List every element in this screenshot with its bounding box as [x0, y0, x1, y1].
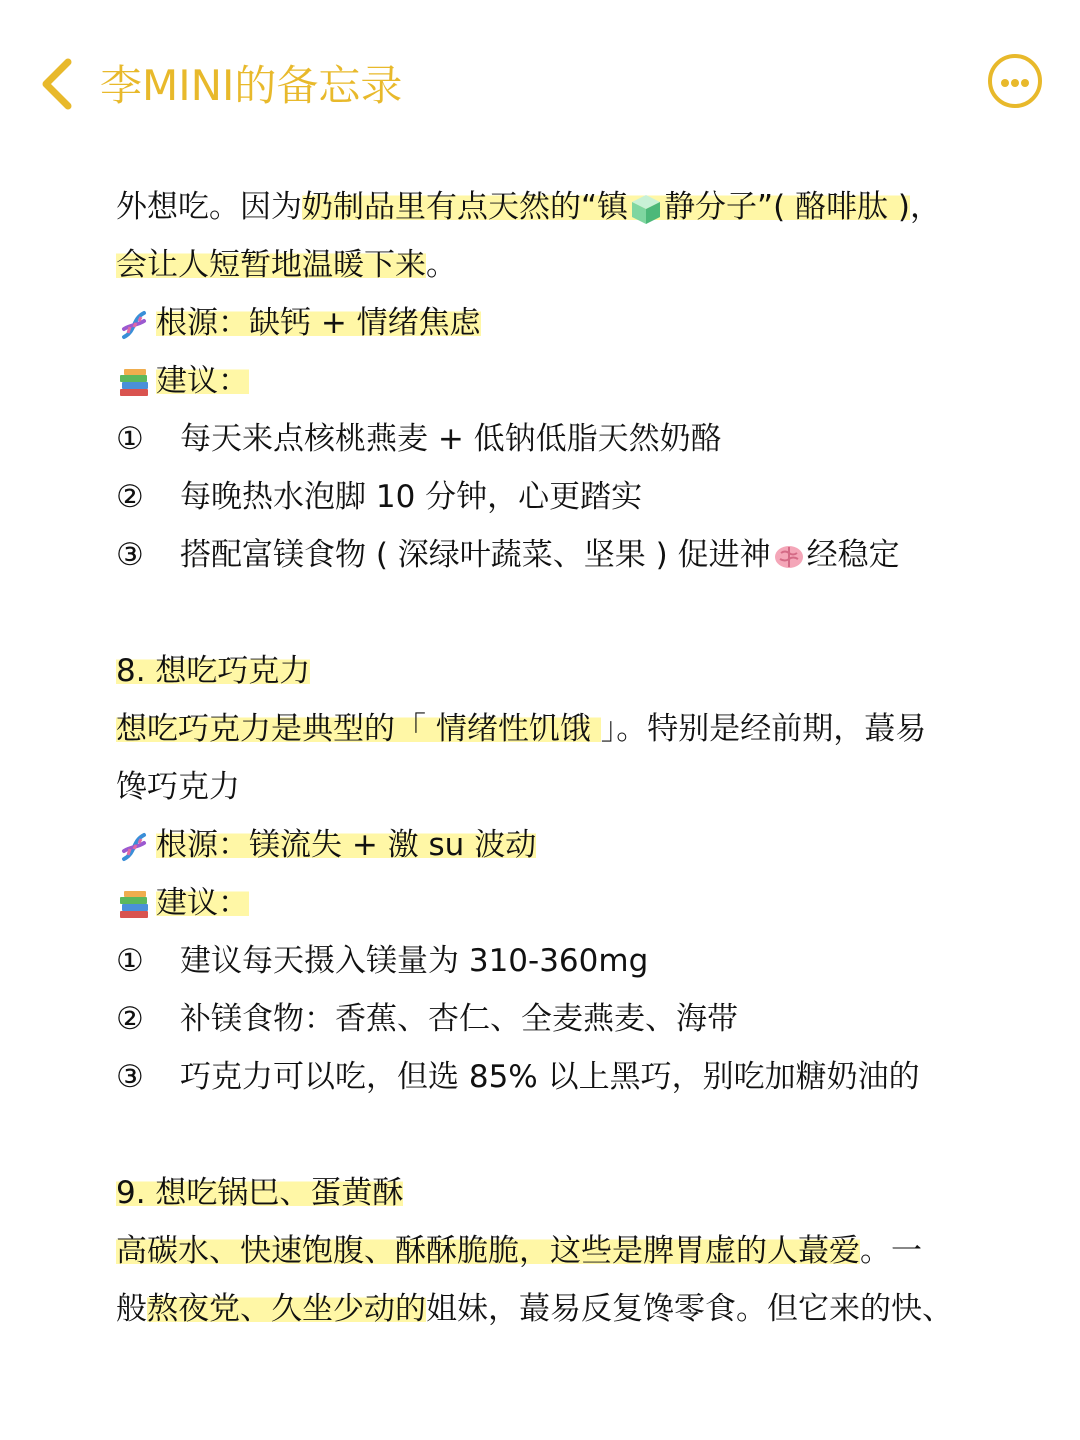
- highlight: 熬夜党、久坐少动的: [147, 1291, 426, 1327]
- root-cause-line: [116, 294, 976, 352]
- list-item: ③ 巧克力可以吃，但选 85% 以上黑巧，别吃加糖奶油的: [116, 1059, 920, 1095]
- root-cause-text: 根源：缺钙 + 情绪焦虑: [156, 305, 481, 341]
- chevron-left-icon: [36, 56, 80, 112]
- highlight: 想吃巧克力是典型的「 情绪性饥饿: [116, 711, 601, 747]
- highlight: 会让人短暂地温暖下来: [116, 247, 426, 283]
- root-cause-line: [116, 816, 976, 874]
- brain-icon: [771, 539, 807, 575]
- ice-cube-icon: [628, 191, 664, 227]
- note-content: [116, 178, 976, 1338]
- list-item: ③ 搭配富镁食物 ( 深绿叶蔬菜、坚果 ) 促进神 经稳定: [116, 537, 900, 573]
- dna-icon: [116, 307, 152, 343]
- paragraph-line: 高碳水、快速饱腹、酥酥脆脆，这些是脾胃虚的人蕞爱。一: [116, 1233, 922, 1269]
- paragraph-line: 外想吃。因为奶制品里有点天然的“镇 静分子”( 酪啡肽 )，: [116, 189, 942, 225]
- list-item: ① 建议每天摄入镁量为 310-360mg: [116, 943, 649, 979]
- root-cause-text: 根源：镁流失 + 激 su 波动: [156, 827, 537, 863]
- section-heading: 9. 想吃锅巴、蛋黄酥: [116, 1175, 404, 1211]
- navigation-bar: [0, 0, 1080, 170]
- books-icon: [116, 365, 152, 401]
- paragraph-line: 馋巧克力: [116, 769, 240, 805]
- paragraph-line: 会让人短暂地温暖下来。: [116, 247, 457, 283]
- books-icon: [116, 887, 152, 923]
- dna-icon: [116, 829, 152, 865]
- highlight: 奶制品里有点天然的“镇 静分子”( 酪啡肽 ): [302, 189, 911, 225]
- more-button[interactable]: [988, 54, 1042, 108]
- page-title: 李MINI的备忘录: [100, 61, 403, 110]
- highlight: 高碳水、快速饱腹、酥酥脆脆，这些是脾胃虚的人蕞爱: [116, 1233, 860, 1269]
- list-item: ① 每天来点核桃燕麦 + 低钠低脂天然奶酪: [116, 421, 722, 457]
- paragraph-line: 般熬夜党、久坐少动的姐妹，蕞易反复馋零食。但它来的快、: [116, 1291, 953, 1327]
- list-item: ② 补镁食物：香蕉、杏仁、全麦燕麦、海带: [116, 1001, 738, 1037]
- advice-label: 建议：: [156, 885, 249, 921]
- section-heading: 8. 想吃巧克力: [116, 653, 311, 689]
- advice-line: [116, 874, 976, 932]
- paragraph-line: 想吃巧克力是典型的「 情绪性饥饿 」。特别是经前期，蕞易: [116, 711, 927, 747]
- advice-line: [116, 352, 976, 410]
- back-button[interactable]: [36, 56, 80, 112]
- advice-label: 建议：: [156, 363, 249, 399]
- list-item: ② 每晚热水泡脚 10 分钟，心更踏实: [116, 479, 643, 515]
